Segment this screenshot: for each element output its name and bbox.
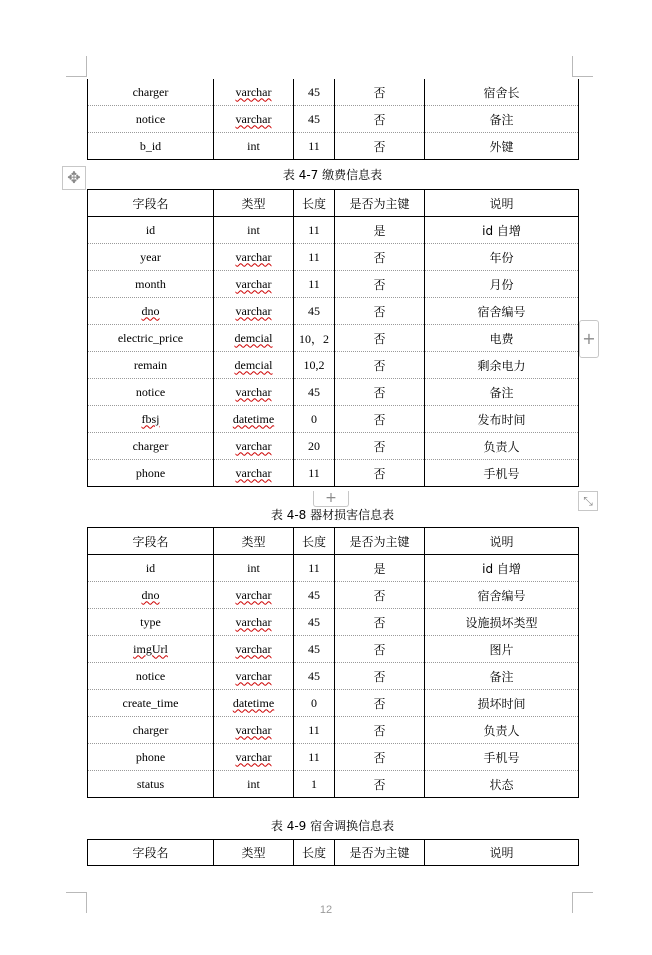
length-cell — [294, 555, 335, 582]
length-cell — [294, 79, 335, 106]
cell-text: varchar — [235, 84, 272, 99]
header-label: 是否为主键 — [349, 534, 410, 549]
field-name-cell — [88, 460, 214, 487]
header-label: 说明 — [489, 534, 514, 549]
field-name-cell — [88, 771, 214, 798]
field-name-cell — [88, 325, 214, 352]
cell-text: 否 — [373, 277, 386, 292]
length-cell — [294, 271, 335, 298]
length-cell — [294, 717, 335, 744]
cell-text: 45 — [308, 303, 320, 318]
primary-key-cell — [335, 717, 425, 744]
table-row — [88, 460, 579, 487]
cell-text: 图片 — [489, 642, 514, 657]
cell-text: 电费 — [489, 331, 514, 346]
description-cell — [425, 133, 579, 160]
description-cell — [425, 582, 579, 609]
cell-text: int — [247, 138, 260, 153]
cell-text: varchar — [235, 465, 272, 480]
primary-key-cell — [335, 79, 425, 106]
field-name-cell — [88, 379, 214, 406]
cell-text: 负责人 — [483, 723, 520, 738]
field-name-cell — [88, 406, 214, 433]
table-row — [88, 106, 579, 133]
table-row — [88, 325, 579, 352]
cell-text: 设施损坏类型 — [465, 615, 538, 630]
length-cell — [294, 217, 335, 244]
cell-text: varchar — [235, 722, 272, 737]
cell-text: 备注 — [489, 112, 514, 127]
cell-text: varchar — [235, 668, 272, 683]
length-cell — [294, 744, 335, 771]
cell-text: demcial — [234, 357, 273, 372]
cell-text: 10，2 — [298, 331, 329, 346]
header-primary-key-cell — [335, 190, 425, 217]
description-cell — [425, 555, 579, 582]
cell-text: notice — [135, 668, 166, 683]
cell-text: demcial — [234, 330, 273, 345]
cell-text: 45 — [308, 587, 320, 602]
cell-text: 剩余电力 — [477, 358, 526, 373]
add-row-icon[interactable]: + — [313, 491, 349, 507]
cell-text: 年份 — [489, 250, 514, 265]
type-cell — [214, 106, 294, 133]
length-cell — [294, 690, 335, 717]
cell-text: 11 — [308, 249, 320, 264]
header-type-cell — [214, 840, 294, 866]
primary-key-cell — [335, 555, 425, 582]
field-name-cell — [88, 133, 214, 160]
header-primary-key-cell — [335, 840, 425, 866]
cell-text: 0 — [311, 695, 317, 710]
table-row — [88, 79, 579, 106]
cell-text: charger — [132, 438, 169, 453]
table-4-7 — [87, 189, 579, 487]
cell-text: 发布时间 — [477, 412, 526, 427]
cell-text: 备注 — [489, 669, 514, 684]
cell-text: 否 — [373, 331, 386, 346]
field-name-cell — [88, 690, 214, 717]
header-label: 长度 — [301, 534, 326, 549]
table-resize-icon[interactable]: ⤡ — [578, 491, 598, 511]
table-row — [88, 555, 579, 582]
primary-key-cell — [335, 690, 425, 717]
table-row — [88, 217, 579, 244]
cell-text: varchar — [235, 614, 272, 629]
table-row — [88, 433, 579, 460]
header-field-name-cell — [88, 528, 214, 555]
header-length-cell — [294, 528, 335, 555]
cell-text: id — [145, 222, 156, 237]
cell-text: 否 — [373, 112, 386, 127]
table-row — [88, 582, 579, 609]
cell-text: 45 — [308, 384, 320, 399]
type-cell — [214, 690, 294, 717]
cell-text: 否 — [373, 723, 386, 738]
description-cell — [425, 433, 579, 460]
field-name-cell — [88, 609, 214, 636]
table-4-8-caption: 表 4-8 器材损害信息表 — [270, 508, 395, 522]
length-cell — [294, 771, 335, 798]
primary-key-cell — [335, 636, 425, 663]
cell-text: 手机号 — [483, 750, 520, 765]
cell-text: 否 — [373, 777, 386, 792]
description-cell — [425, 771, 579, 798]
cell-text: 10,2 — [303, 357, 325, 372]
type-cell — [214, 217, 294, 244]
header-label: 类型 — [241, 534, 266, 549]
cell-text: 否 — [373, 250, 386, 265]
cell-text: varchar — [235, 587, 272, 602]
header-primary-key-cell — [335, 528, 425, 555]
cell-text: 备注 — [489, 385, 514, 400]
length-cell — [294, 325, 335, 352]
page-corner-mark-top-right — [572, 56, 593, 77]
cell-text: 1 — [311, 776, 317, 791]
primary-key-cell — [335, 271, 425, 298]
field-name-cell — [88, 217, 214, 244]
cell-text: 否 — [373, 412, 386, 427]
table-row — [88, 298, 579, 325]
cell-text: 11 — [308, 276, 320, 291]
cell-text: id 自增 — [482, 223, 521, 238]
cell-text: datetime — [232, 695, 275, 710]
cell-text: 11 — [308, 465, 320, 480]
cell-text: 否 — [373, 615, 386, 630]
cell-text: 状态 — [489, 777, 514, 792]
type-cell — [214, 244, 294, 271]
header-label: 是否为主键 — [349, 196, 410, 211]
description-cell — [425, 217, 579, 244]
primary-key-cell — [335, 609, 425, 636]
table-4-7-caption: 表 4-7 缴费信息表 — [282, 168, 383, 182]
header-type-cell — [214, 528, 294, 555]
cell-text: 外键 — [489, 139, 514, 154]
cell-text: varchar — [235, 276, 272, 291]
cell-text: create_time — [122, 695, 179, 710]
table-header-row — [88, 528, 579, 555]
table-row — [88, 352, 579, 379]
length-cell — [294, 433, 335, 460]
field-name-cell — [88, 79, 214, 106]
type-cell — [214, 771, 294, 798]
cell-text: varchar — [235, 111, 272, 126]
cell-text: varchar — [235, 384, 272, 399]
description-cell — [425, 636, 579, 663]
cell-text: electric_price — [117, 330, 184, 345]
cell-text: 45 — [308, 614, 320, 629]
cell-text: dno — [141, 587, 160, 602]
header-field-name-cell — [88, 190, 214, 217]
header-label: 字段名 — [132, 196, 169, 211]
header-length-cell — [294, 840, 335, 866]
table-header-row — [88, 840, 579, 866]
table-row — [88, 406, 579, 433]
length-cell — [294, 133, 335, 160]
cell-text: 否 — [373, 696, 386, 711]
table-4-8 — [87, 527, 579, 798]
header-label: 是否为主键 — [349, 846, 410, 860]
header-label: 字段名 — [132, 534, 169, 549]
cell-text: b_id — [139, 138, 162, 153]
field-name-cell — [88, 555, 214, 582]
type-cell — [214, 79, 294, 106]
field-name-cell — [88, 744, 214, 771]
table-row — [88, 717, 579, 744]
cell-text: varchar — [235, 303, 272, 318]
length-cell — [294, 406, 335, 433]
add-column-icon[interactable]: + — [579, 320, 599, 358]
cell-text: imgUrl — [133, 641, 168, 656]
table-header-row — [88, 190, 579, 217]
description-cell — [425, 271, 579, 298]
cell-text: 否 — [373, 466, 386, 481]
table-row — [88, 636, 579, 663]
cell-text: notice — [135, 384, 166, 399]
table-row — [88, 771, 579, 798]
description-cell — [425, 352, 579, 379]
cell-text: 手机号 — [483, 466, 520, 481]
cell-text: 月份 — [489, 277, 514, 292]
header-type-cell — [214, 190, 294, 217]
cell-text: 负责人 — [483, 439, 520, 454]
type-cell — [214, 325, 294, 352]
field-name-cell — [88, 244, 214, 271]
type-cell — [214, 460, 294, 487]
cell-text: 11 — [308, 749, 320, 764]
header-description-cell — [425, 528, 579, 555]
cell-text: type — [140, 614, 161, 629]
header-label: 类型 — [241, 196, 266, 211]
description-cell — [425, 106, 579, 133]
header-label: 字段名 — [132, 846, 169, 860]
header-label: 长度 — [301, 846, 326, 860]
cell-text: 宿舍编号 — [477, 304, 526, 319]
description-cell — [425, 690, 579, 717]
page-corner-mark-top-left — [66, 56, 87, 77]
field-name-cell — [88, 636, 214, 663]
cell-text: int — [247, 776, 260, 791]
type-cell — [214, 609, 294, 636]
cell-text: year — [140, 249, 161, 264]
primary-key-cell — [335, 217, 425, 244]
cell-text: 否 — [373, 85, 386, 100]
table-row — [88, 690, 579, 717]
type-cell — [214, 663, 294, 690]
primary-key-cell — [335, 244, 425, 271]
length-cell — [294, 609, 335, 636]
cell-text: 11 — [308, 722, 320, 737]
cell-text: 11 — [308, 222, 320, 237]
type-cell — [214, 406, 294, 433]
header-label: 长度 — [301, 196, 326, 211]
field-name-cell — [88, 582, 214, 609]
primary-key-cell — [335, 433, 425, 460]
page-number: 12 — [319, 904, 333, 916]
type-cell — [214, 433, 294, 460]
cell-text: 11 — [308, 138, 320, 153]
header-description-cell — [425, 190, 579, 217]
primary-key-cell — [335, 406, 425, 433]
header-length-cell — [294, 190, 335, 217]
header-label: 说明 — [489, 846, 514, 860]
description-cell — [425, 325, 579, 352]
field-name-cell — [88, 663, 214, 690]
primary-key-cell — [335, 460, 425, 487]
type-cell — [214, 271, 294, 298]
cell-text: 是 — [373, 561, 386, 576]
primary-key-cell — [335, 771, 425, 798]
description-cell — [425, 663, 579, 690]
cell-text: 损坏时间 — [477, 696, 526, 711]
cell-text: 20 — [308, 438, 320, 453]
cell-text: 11 — [308, 560, 320, 575]
cell-text: varchar — [235, 249, 272, 264]
type-cell — [214, 555, 294, 582]
length-cell — [294, 352, 335, 379]
length-cell — [294, 298, 335, 325]
cell-text: phone — [135, 749, 166, 764]
table-row — [88, 133, 579, 160]
type-cell — [214, 582, 294, 609]
primary-key-cell — [335, 298, 425, 325]
cell-text: 否 — [373, 358, 386, 373]
table-row — [88, 663, 579, 690]
cell-text: 否 — [373, 669, 386, 684]
primary-key-cell — [335, 379, 425, 406]
type-cell — [214, 744, 294, 771]
cell-text: 否 — [373, 304, 386, 319]
table-row — [88, 271, 579, 298]
field-name-cell — [88, 271, 214, 298]
type-cell — [214, 133, 294, 160]
type-cell — [214, 352, 294, 379]
header-description-cell — [425, 840, 579, 866]
cell-text: varchar — [235, 438, 272, 453]
field-name-cell — [88, 717, 214, 744]
type-cell — [214, 717, 294, 744]
cell-text: remain — [133, 357, 168, 372]
cell-text: 否 — [373, 750, 386, 765]
field-name-cell — [88, 106, 214, 133]
cell-text: 45 — [308, 111, 320, 126]
cell-text: 45 — [308, 668, 320, 683]
length-cell — [294, 663, 335, 690]
cell-text: 45 — [308, 641, 320, 656]
cell-text: month — [135, 276, 166, 291]
length-cell — [294, 636, 335, 663]
cell-text: 45 — [308, 84, 320, 99]
type-cell — [214, 298, 294, 325]
table-row — [88, 379, 579, 406]
cell-text: 否 — [373, 385, 386, 400]
primary-key-cell — [335, 744, 425, 771]
cell-text: 宿舍编号 — [477, 588, 526, 603]
table-row — [88, 744, 579, 771]
length-cell — [294, 244, 335, 271]
primary-key-cell — [335, 133, 425, 160]
header-field-name-cell — [88, 840, 214, 866]
table-continued — [87, 79, 579, 160]
table-row — [88, 244, 579, 271]
cell-text: id — [145, 560, 156, 575]
cell-text: phone — [135, 465, 166, 480]
cell-text: 否 — [373, 139, 386, 154]
field-name-cell — [88, 433, 214, 460]
table-move-handle-icon[interactable]: ✥ — [62, 166, 86, 190]
description-cell — [425, 379, 579, 406]
primary-key-cell — [335, 325, 425, 352]
field-name-cell — [88, 352, 214, 379]
table-4-9-caption: 表 4-9 宿舍调换信息表 — [270, 819, 395, 833]
description-cell — [425, 609, 579, 636]
cell-text: charger — [132, 84, 169, 99]
cell-text: 否 — [373, 588, 386, 603]
description-cell — [425, 406, 579, 433]
type-cell — [214, 379, 294, 406]
description-cell — [425, 298, 579, 325]
primary-key-cell — [335, 352, 425, 379]
type-cell — [214, 636, 294, 663]
cell-text: dno — [141, 303, 160, 318]
cell-text: notice — [135, 111, 166, 126]
header-label: 说明 — [489, 196, 514, 211]
length-cell — [294, 106, 335, 133]
primary-key-cell — [335, 582, 425, 609]
length-cell — [294, 582, 335, 609]
description-cell — [425, 244, 579, 271]
table-row — [88, 609, 579, 636]
field-name-cell — [88, 298, 214, 325]
description-cell — [425, 744, 579, 771]
cell-text: 是 — [373, 223, 386, 238]
cell-text: varchar — [235, 641, 272, 656]
description-cell — [425, 717, 579, 744]
description-cell — [425, 79, 579, 106]
length-cell — [294, 460, 335, 487]
cell-text: datetime — [232, 411, 275, 426]
cell-text: 否 — [373, 439, 386, 454]
cell-text: fbsj — [141, 411, 160, 426]
cell-text: int — [247, 560, 260, 575]
header-label: 类型 — [241, 846, 266, 860]
length-cell — [294, 379, 335, 406]
primary-key-cell — [335, 106, 425, 133]
cell-text: 否 — [373, 642, 386, 657]
cell-text: status — [136, 776, 165, 791]
table-4-9 — [87, 839, 579, 866]
cell-text: charger — [132, 722, 169, 737]
description-cell — [425, 460, 579, 487]
cell-text: int — [247, 222, 260, 237]
cell-text: id 自增 — [482, 561, 521, 576]
cell-text: varchar — [235, 749, 272, 764]
cell-text: 宿舍长 — [483, 85, 520, 100]
cell-text: 0 — [311, 411, 317, 426]
primary-key-cell — [335, 663, 425, 690]
